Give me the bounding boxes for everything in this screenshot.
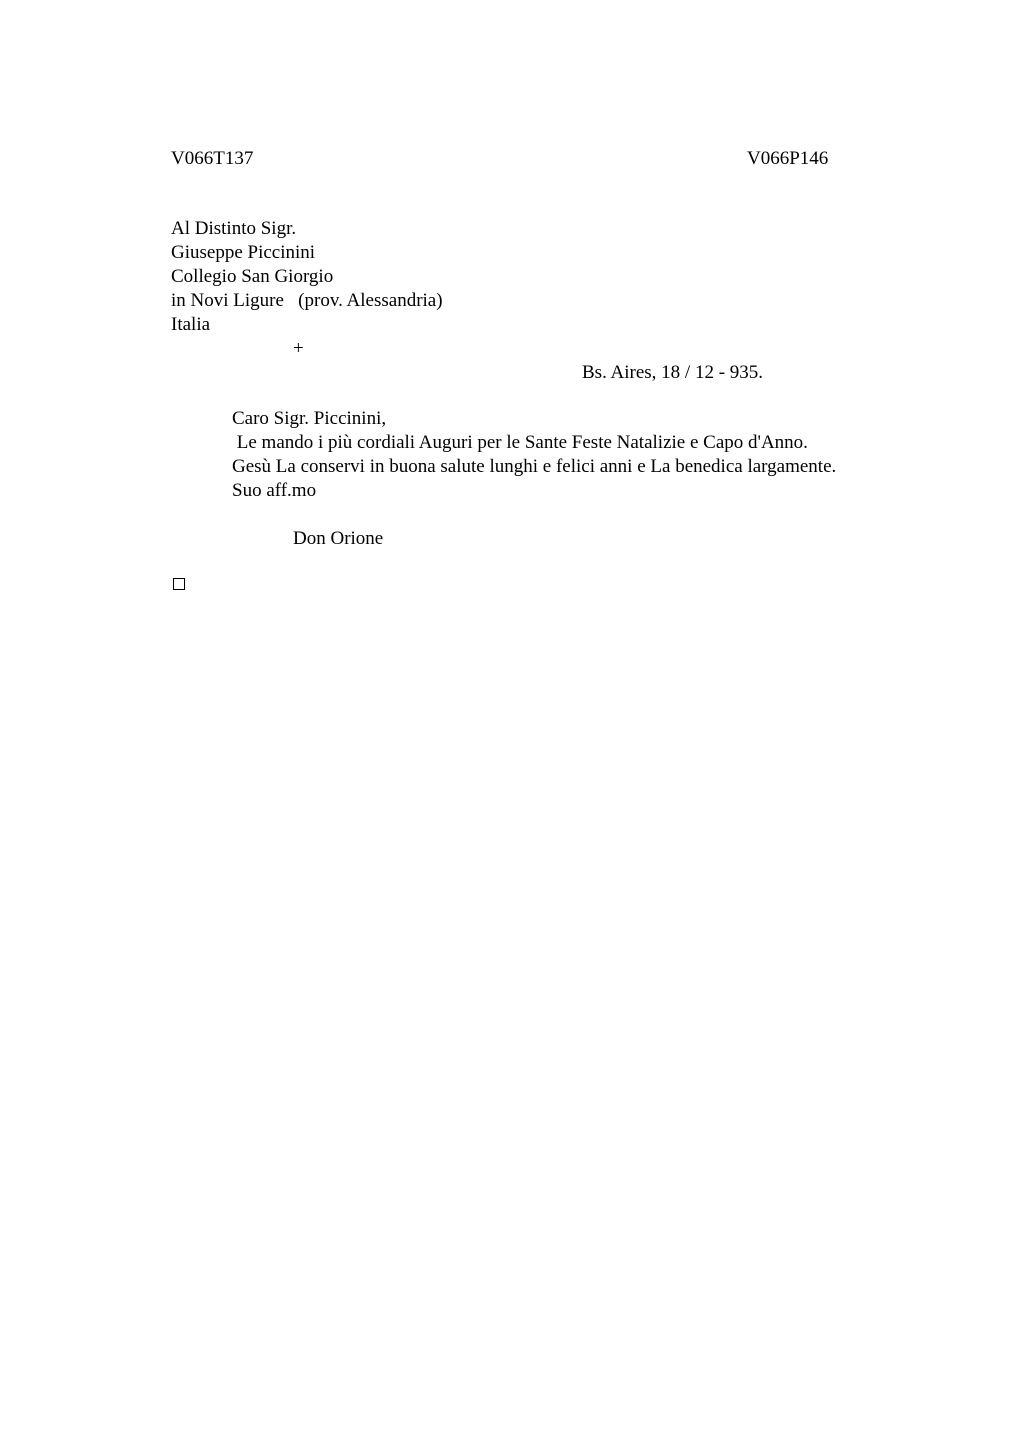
letter-body: [232, 407, 836, 503]
dateline: Bs. Aires, 18 / 12 - 935.: [582, 362, 764, 383]
address-line: in Novi Ligure (prov. Alessandria): [171, 290, 443, 311]
address-line: Giuseppe Piccinini: [171, 242, 316, 263]
address-line: Italia: [171, 314, 211, 335]
recipient-address: [171, 217, 443, 337]
signature: Don Orione: [293, 528, 384, 549]
letter-line: Gesù La conservi in buona salute lunghi e felici anni e La benedica largamente.: [232, 456, 837, 477]
letter-line: Le mando i più cordiali Auguri per le Sante Feste Natalizie e Capo d'Anno.: [232, 432, 808, 453]
cross-mark: +: [293, 338, 304, 359]
square-outline-icon: [173, 578, 185, 590]
address-line: Collegio San Giorgio: [171, 266, 334, 287]
letter-salutation: Caro Sigr. Piccinini,: [232, 408, 387, 429]
letter-closing: Suo aff.mo: [232, 480, 317, 501]
document-code-left: V066T137: [171, 148, 254, 169]
document-code-right: V066P146: [747, 148, 829, 169]
address-line: Al Distinto Sigr.: [171, 218, 297, 239]
